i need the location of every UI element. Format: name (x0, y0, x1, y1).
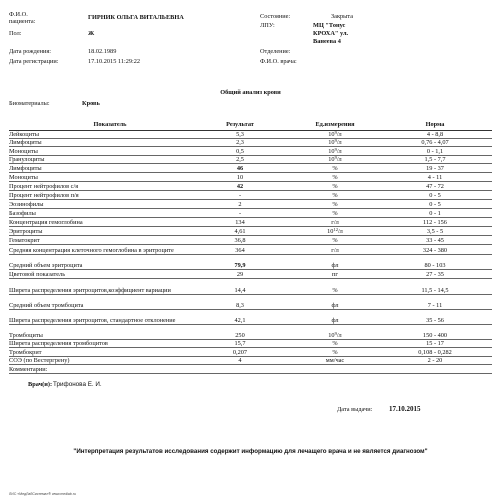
row-result: 2 (238, 201, 242, 208)
patient-name: ГИРНИК ОЛЬГА ВИТАЛЬЕВНА (88, 14, 184, 21)
row-result: 15,7 (234, 340, 246, 347)
row-unit: $10^{12}/л$ (327, 227, 343, 235)
status-value: Закрыта (331, 13, 354, 20)
row-name: Эритроциты (9, 228, 43, 235)
row-name: Процент нейтрофилов п/я (9, 192, 79, 199)
row-result: 2,5 (236, 156, 244, 163)
row-result: 250 (235, 332, 245, 339)
row-result: 0,5 (236, 148, 244, 155)
row-name: Средний объем эритроцита (9, 262, 83, 269)
row-result: 29 (236, 271, 244, 278)
reg-value: 17.10.2015 11:29:22 (88, 58, 141, 65)
disclaimer: "Интерпретация результатов исследования содержит информацию для лечащего врача и не является диагнозом" (73, 448, 428, 455)
row-name: Тромбоциты (9, 332, 43, 339)
sex-value: Ж (88, 30, 95, 37)
row-unit: г/л (331, 247, 339, 254)
lpu-value-2: КРОХА" ул. (313, 30, 349, 37)
row-unit: $10^9/л$ (328, 155, 342, 163)
row-norm: 4 - 8,8 (426, 131, 444, 138)
row-result: 10 (236, 174, 244, 181)
row-result: 8,3 (236, 302, 244, 309)
row-result: 5,3 (236, 131, 244, 138)
row-unit: % (332, 287, 338, 294)
col-unit: Ед.измерения (315, 121, 355, 128)
lpu-label: ЛПУ: (260, 22, 275, 29)
row-result: - (238, 210, 242, 217)
row-name: Концентрация гемоглобина (9, 219, 83, 226)
row-divider (9, 181, 492, 182)
row-divider (9, 309, 492, 310)
row-name: Средняя концентрация клеточного гемоглобина в эритроците (9, 247, 174, 254)
row-name: Процент нейтрофилов с/я (9, 183, 79, 190)
biomaterial-label: Биоматериалы: (9, 100, 50, 107)
row-divider (9, 269, 492, 270)
row-unit: фл (331, 262, 339, 269)
row-unit: % (332, 174, 338, 181)
row-name: Лимфоциты (9, 139, 42, 146)
row-divider (9, 347, 492, 348)
row-result: 46 (236, 165, 244, 172)
row-divider (9, 146, 492, 147)
row-divider (9, 226, 492, 227)
row-norm: 80 - 103 (424, 262, 446, 269)
footer-doctor-label: Врач(и): (28, 381, 53, 388)
status-label: Состояние: (260, 13, 291, 20)
report-title: Общий анализ крови (220, 89, 281, 96)
doctor-label: Ф.И.О. врача: (260, 58, 297, 65)
issue-value: 17.10.2015 (389, 405, 421, 413)
row-name: Цветовой показатель (9, 271, 66, 278)
footer-doctor-value: Трифонова Е. И. (53, 381, 102, 388)
lpu-value-1: МЦ "Тонус (313, 22, 346, 29)
row-norm: 2 - 20 (427, 357, 443, 364)
row-name: Моноциты (9, 174, 38, 181)
row-divider (9, 254, 492, 255)
row-norm: 47 - 72 (426, 183, 444, 190)
row-name: Средний объем тромбоцита (9, 302, 84, 309)
col-indicator: Показатель (93, 121, 127, 128)
row-name: Гранулоциты (9, 156, 45, 163)
biomaterial-value: Кровь (82, 100, 100, 107)
row-name: Эозинофилы (9, 201, 44, 208)
row-divider (9, 244, 492, 245)
row-norm: 112 - 156 (423, 219, 447, 226)
row-divider (9, 278, 492, 279)
row-result: 14,4 (234, 287, 246, 294)
row-name: Комментарии: (9, 366, 48, 373)
row-unit: % (332, 210, 338, 217)
row-unit: % (332, 340, 338, 347)
row-unit: пг (332, 271, 338, 278)
row-norm: 7 - 11 (427, 302, 443, 309)
row-norm: 0 - 5 (429, 192, 441, 199)
row-unit: % (332, 183, 338, 190)
row-name: Гематокрит (9, 237, 40, 244)
row-unit: мм/час (325, 357, 345, 364)
row-norm: 4 - 11 (427, 174, 443, 181)
row-name: Лейкоциты (9, 131, 40, 138)
row-norm: 19 - 37 (426, 165, 444, 172)
row-result: 4 (238, 357, 242, 364)
row-divider (9, 235, 492, 236)
birth-value: 18.02.1989 (88, 48, 117, 55)
row-result: 134 (235, 219, 245, 226)
row-unit: г/л (331, 219, 339, 226)
row-divider (9, 172, 492, 173)
reg-label: Дата регистрации: (9, 58, 59, 65)
row-unit: % (332, 201, 338, 208)
row-result: - (238, 192, 242, 199)
row-divider (9, 208, 492, 209)
row-unit: $10^9/л$ (328, 138, 342, 146)
row-result: 42 (236, 183, 244, 190)
row-divider (9, 324, 492, 325)
row-result: 36,8 (234, 237, 246, 244)
row-divider (9, 190, 492, 191)
row-norm: 0,76 - 4,07 (421, 139, 449, 146)
sex-label: Пол: (9, 30, 22, 37)
row-name: Базофилы (9, 210, 36, 217)
row-divider (9, 217, 492, 218)
issue-label: Дата выдачи: (337, 406, 373, 413)
fio-sub-label: пациента: (9, 18, 36, 25)
row-unit: % (332, 192, 338, 199)
row-unit: % (332, 165, 338, 172)
fio-label: Ф.И.О. (9, 11, 28, 18)
row-norm: 33 - 45 (426, 237, 444, 244)
row-divider (9, 373, 492, 374)
row-result: 2,3 (236, 139, 244, 146)
dept-label: Отделение: (260, 48, 291, 55)
row-name: Лимфоциты (9, 165, 42, 172)
row-name: Ширета распределения тромбоцитов (9, 340, 108, 347)
row-norm: 27 - 35 (426, 271, 444, 278)
row-divider (9, 364, 492, 365)
row-divider (9, 294, 492, 295)
row-norm: 3,5 - 5 (426, 228, 444, 235)
row-unit: $10^9/л$ (328, 147, 342, 155)
col-result: Результат (226, 121, 254, 128)
row-result: 0,207 (232, 349, 248, 356)
row-name: Моноциты (9, 148, 38, 155)
software-footer: ЛИС «МедЛабСистема»® www.medlab.ru (9, 492, 76, 496)
row-name: Тромбокрит (9, 349, 42, 356)
row-unit: $10^9/л$ (328, 130, 342, 138)
row-norm: 150 - 400 (422, 332, 448, 339)
col-norm: Норма (425, 121, 445, 128)
row-name: СОЭ (по Вестергрену) (9, 357, 70, 364)
row-norm: 0 - 5 (429, 201, 441, 208)
row-unit: фл (331, 302, 339, 309)
row-divider (9, 199, 492, 200)
lpu-value-3: Ванеева 4 (313, 38, 341, 45)
row-unit: $10^9/л$ (328, 331, 342, 339)
birth-label: Дата рождения: (9, 48, 51, 55)
row-divider (9, 163, 492, 164)
row-unit: фл (331, 317, 339, 324)
row-unit: % (332, 237, 338, 244)
row-name: Ширета распределения эритроцитов,коэффициент вариации (9, 287, 171, 294)
row-norm: 1,5 - 7,7 (424, 156, 446, 163)
row-norm: 35 - 56 (426, 317, 444, 324)
row-norm: 0 - 1,1 (426, 148, 444, 155)
row-unit: % (332, 349, 338, 356)
row-norm: 15 - 17 (426, 340, 444, 347)
row-result: 42,1 (234, 317, 246, 324)
row-norm: 0 - 1 (429, 210, 441, 217)
row-norm: 0,108 - 0,282 (418, 349, 452, 356)
row-result: 4,61 (234, 228, 246, 235)
row-name: Ширета распределения эритроцитов, стандартное отклонение (9, 317, 176, 324)
row-result: 364 (235, 247, 245, 254)
row-norm: 11,5 - 14,5 (421, 287, 449, 294)
row-norm: 324 - 380 (422, 247, 448, 254)
row-result: 79,9 (234, 262, 246, 269)
